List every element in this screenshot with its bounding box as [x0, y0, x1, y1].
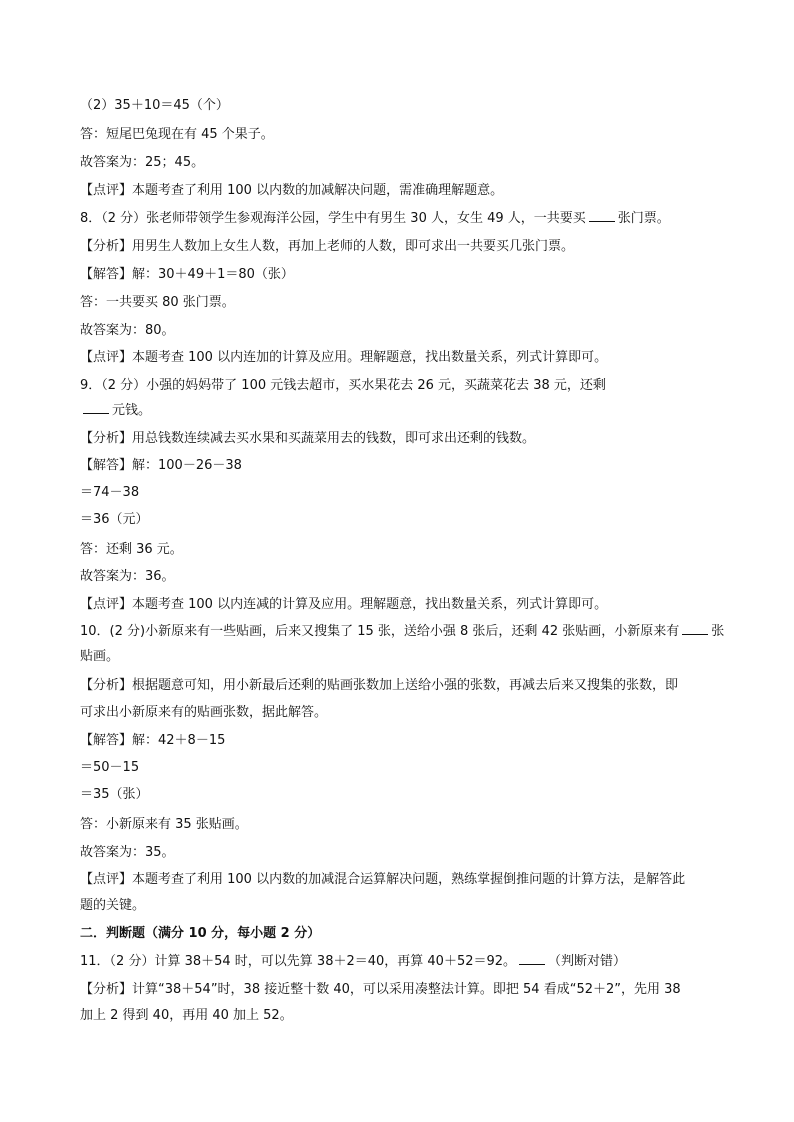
answer-line: 答：小新原来有 35 张贴画。	[80, 817, 248, 832]
answer-blank	[682, 622, 708, 635]
answer-blank	[589, 209, 615, 222]
solution-line: 【解答】解：100－26－38	[80, 458, 242, 473]
question-10-continued: 贴画。	[80, 649, 120, 664]
solution-step: ＝36（元）	[80, 512, 149, 527]
question-text: 11．（2 分）计算 38＋54 时，可以先算 38＋2＝40，再算 40＋52＝92。	[80, 954, 517, 969]
analysis-line: 【分析】用男生人数加上女生人数，再加上老师的人数，即可求出一共要买几张门票。	[80, 239, 575, 254]
question-9-continued	[80, 401, 730, 421]
answer-line: 故答案为：80。	[80, 323, 175, 338]
analysis-line: 可求出小新原来有的贴画张数，据此解答。	[80, 705, 328, 720]
analysis-line: 【分析】用总钱数连续减去买水果和买蔬菜用去的钱数，即可求出还剩的钱数。	[80, 431, 536, 446]
question-text: 元钱。	[112, 403, 152, 418]
solution-step: ＝50－15	[80, 760, 140, 775]
analysis-line: 【分析】根据题意可知，用小新最后还剩的贴画张数加上送给小强的张数，再减去后来又搜集的张数，即	[80, 678, 679, 693]
answer-line: 答：一共要买 80 张门票。	[80, 295, 235, 310]
answer-blank	[519, 952, 545, 965]
question-9: 9．（2 分）小强的妈妈带了 100 元钱去超市，买水果花去 26 元，买蔬菜花去 38 元，还剩	[80, 378, 606, 393]
question-10	[80, 622, 730, 642]
question-text: 张门票。	[617, 211, 670, 226]
question-text: （判断对错）	[548, 954, 627, 969]
analysis-line: 加上 2 得到 40，再用 40 加上 52。	[80, 1008, 293, 1023]
answer-line: 答：短尾巴兔现在有 45 个果子。	[80, 127, 274, 142]
answer-blank	[83, 401, 109, 414]
answer-line: 答：还剩 36 元。	[80, 542, 183, 557]
question-text: 张	[711, 624, 725, 639]
question-text: 10．(2 分)小新原来有一些贴画，后来又搜集了 15 张，送给小强 8 张后，还剩 42 张贴画，小新原来有	[80, 624, 680, 639]
solution-step: ＝74－38	[80, 485, 140, 500]
answer-line: 故答案为：25；45。	[80, 155, 205, 170]
comment-line: 题的关键。	[80, 898, 146, 913]
question-8	[80, 209, 730, 229]
question-11	[80, 952, 730, 972]
comment-line: 【点评】本题考查 100 以内连加的计算及应用。理解题意，找出数量关系，列式计算即可。	[80, 350, 608, 365]
answer-line: （2）35＋10＝45（个）	[80, 98, 229, 113]
solution-line: 【解答】解：42＋8－15	[80, 733, 226, 748]
comment-line: 【点评】本题考查了利用 100 以内数的加减混合运算解决问题，熟练掌握倒推问题的计算方法，是解答此	[80, 872, 686, 887]
section-heading: 二．判断题（满分 10 分，每小题 2 分）	[80, 926, 321, 941]
question-text: 8．（2 分）张老师带领学生参观海洋公园，学生中有男生 30 人，女生 49 人，一共要买	[80, 211, 586, 226]
solution-line: 【解答】解：30＋49＋1＝80（张）	[80, 267, 294, 282]
answer-line: 故答案为：35。	[80, 845, 175, 860]
analysis-line: 【分析】计算“38＋54”时，38 接近整十数 40，可以采用凑整法计算。即把 54 看成“52＋2”，先用 38	[80, 982, 681, 997]
comment-line: 【点评】本题考查了利用 100 以内数的加减解决问题，需准确理解题意。	[80, 183, 504, 198]
solution-step: ＝35（张）	[80, 787, 149, 802]
comment-line: 【点评】本题考查 100 以内连减的计算及应用。理解题意，找出数量关系，列式计算即可。	[80, 597, 608, 612]
answer-line: 故答案为：36。	[80, 569, 175, 584]
